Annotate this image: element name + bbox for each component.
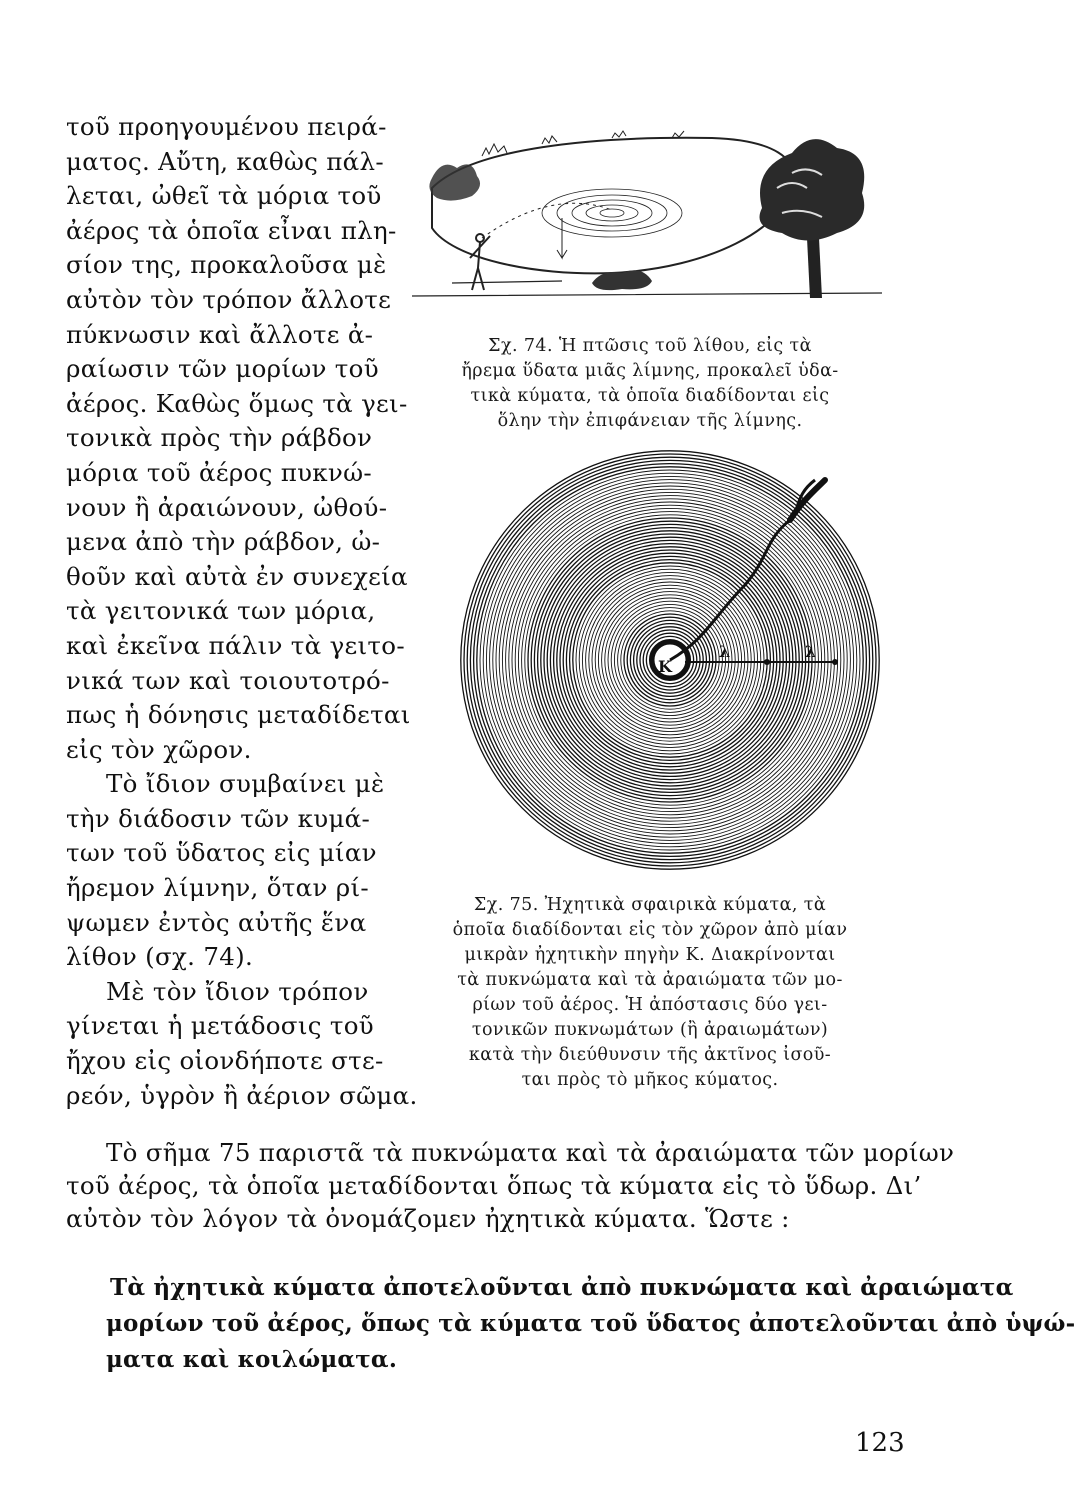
text-line: ἀέρος. Καθὼς ὅμως τὰ γει- xyxy=(66,388,408,418)
bold-conclusion xyxy=(106,1270,1076,1378)
text-line: Τὸ ἴδιον συμβαίνει μὲ xyxy=(106,769,385,799)
text-line: μόρια τοῦ ἀέρος πυκνώ- xyxy=(66,457,372,487)
figure-74-caption xyxy=(430,334,870,434)
text-line: τοῦ ἀέρος, τὰ ὁποῖα μεταδίδονται ὅπως τὰ κύματα εἰς τὸ ὕδωρ. Δι’ xyxy=(66,1171,922,1200)
text-line: εἰς τὸν χῶρον. xyxy=(66,734,252,764)
text-line: Τὸ σῆμα 75 παριστᾶ τὰ πυκνώματα καὶ τὰ ἀραιώματα τῶν μορίων xyxy=(106,1138,955,1167)
page-number: 123 xyxy=(855,1428,905,1458)
source-label-k: Κ xyxy=(658,657,672,676)
text-line: ἤρεμον λίμνην, ὅταν ρί- xyxy=(66,873,369,903)
text-line: ραίωσιν τῶν μορίων τοῦ xyxy=(66,354,379,384)
caption-line: ὅλην τὴν ἐπιφάνειαν τῆς λίμνης. xyxy=(497,411,803,431)
text-line: γίνεται ἡ μετάδοσις τοῦ xyxy=(66,1011,374,1041)
text-line: νουν ἢ ἀραιώνουν, ὠθού- xyxy=(66,492,388,522)
text-line: τοῦ προηγουμένου πειρά- xyxy=(66,112,387,141)
caption-line: κατὰ τὴν διεύθυνσιν τῆς ἀκτῖνος ἰσοῦ- xyxy=(468,1045,832,1065)
text-line: ψωμεν ἐντὸς αὐτῆς ἕνα xyxy=(66,907,367,937)
text-line: πύκνωσιν καὶ ἄλλοτε ἀ- xyxy=(66,319,374,349)
text-line: τονικὰ πρὸς τὴν ράβδον xyxy=(66,423,373,453)
text-line: πως ἡ δόνησις μεταδίδεται xyxy=(66,700,411,730)
caption-line: ται πρὸς τὸ μῆκος κύματος. xyxy=(521,1070,779,1090)
text-line: αὐτὸν τὸν τρόπον ἄλλοτε xyxy=(66,284,392,314)
caption-line: μικρὰν ἠχητικὴν πηγὴν Κ. Διακρίνονται xyxy=(464,945,836,965)
text-line: Μὲ τὸν ἴδιον τρόπον xyxy=(106,976,369,1006)
figure-74-lake-illustration xyxy=(412,118,882,318)
wavelength-label: λ xyxy=(719,642,731,661)
text-line: καὶ ἐκεῖνα πάλιν τὰ γειτο- xyxy=(66,630,405,660)
caption-line: Σχ. 75. Ἠχητικὰ σφαιρικὰ κύματα, τὰ xyxy=(473,895,827,915)
text-line: λίθον (σχ. 74). xyxy=(66,942,254,972)
conclusion-line: Τὰ ἠχητικὰ κύματα ἀποτελοῦνται ἀπὸ πυκνώματα καὶ ἀραιώματα xyxy=(110,1274,1014,1301)
text-line: ἤχου εἰς οἱονδήποτε στε- xyxy=(66,1046,384,1076)
text-line: ρεόν, ὑγρὸν ἢ ἀέριον σῶμα. xyxy=(66,1080,418,1110)
text-line: μενα ἀπὸ τὴν ράβδον, ὠ- xyxy=(66,527,381,557)
wavelength-label: λ xyxy=(805,642,817,661)
figure-75-caption xyxy=(430,893,870,1093)
text-line: θοῦν καὶ αὐτὰ ἐν συνεχεία xyxy=(66,561,408,591)
text-line: ἀέρος τὰ ὁποῖα εἶναι πλη- xyxy=(66,215,397,245)
text-line: νικά των καὶ τοιουτοτρό- xyxy=(66,665,390,695)
text-line: σίον της, προκαλοῦσα μὲ xyxy=(66,250,387,280)
caption-line: ἤρεμα ὕδατα μιᾶς λίμνης, προκαλεῖ ὑδα- xyxy=(461,361,839,381)
caption-line: τικὰ κύματα, τὰ ὁποῖα διαδίδονται εἰς xyxy=(470,386,830,406)
caption-line: Σχ. 74. Ἡ πτῶσις τοῦ λίθου, εἰς τὰ xyxy=(488,336,812,356)
caption-line: τὰ πυκνώματα καὶ τὰ ἀραιώματα τῶν μο- xyxy=(457,970,843,990)
text-line: τὰ γειτονικά των μόρια, xyxy=(66,596,376,626)
left-text-column xyxy=(66,110,418,1113)
caption-line: ρίων τοῦ ἀέρος. Ἡ ἀπόστασις δύο γει- xyxy=(472,995,828,1015)
text-line: των τοῦ ὕδατος εἰς μίαν xyxy=(66,838,377,868)
full-width-paragraph xyxy=(66,1136,1016,1235)
text-line: λεται, ὠθεῖ τὰ μόρια τοῦ xyxy=(66,181,382,211)
caption-line: τονικῶν πυκνωμάτων (ἢ ἀραιωμάτων) xyxy=(471,1020,829,1040)
caption-line: ὁποῖα διαδίδονται εἰς τὸν χῶρον ἀπὸ μίαν xyxy=(452,920,848,940)
text-line: ματος. Αὔτη, καθὼς πάλ- xyxy=(66,146,384,176)
figure-75-sound-waves xyxy=(455,445,885,875)
text-line: αὐτὸν τὸν λόγον τὰ ὀνομάζομεν ἠχητικὰ κύματα. Ὥστε : xyxy=(66,1204,790,1233)
conclusion-line: μορίων τοῦ ἀέρος, ὅπως τὰ κύματα τοῦ ὕδατος ἀποτελοῦνται ἀπὸ ὑψώ- xyxy=(106,1310,1076,1337)
text-line: τὴν διάδοσιν τῶν κυμά- xyxy=(66,803,371,833)
conclusion-line: ματα καὶ κοιλώματα. xyxy=(106,1346,398,1373)
